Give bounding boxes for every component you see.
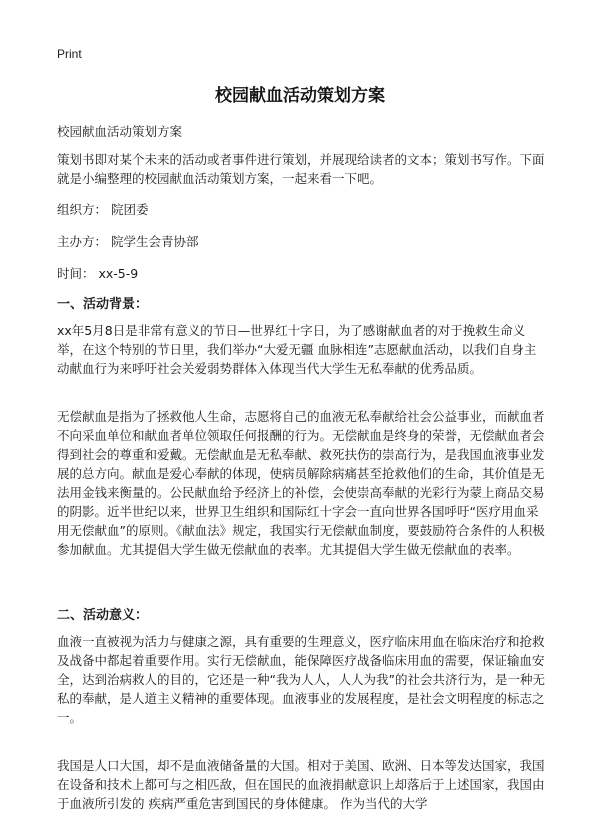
significance-paragraph-2: 我国是人口大国，却不是血液储备量的大国。相对于美国、欧洲、日本等发达国家，我国在设备和技术上都可与之相匹敌，但在国民的血液捐献意识上却落后于上述国家，我国由于血液所引发的 疾病严重危害到国民的身体健康。 作为当代的大学 [57,758,545,811]
background-paragraph-2: 无偿献血是指为了拯救他人生命，志愿将自己的血液无私奉献给社会公益事业，而献血者不向采血单位和献血者单位领取任何报酬的行为。无偿献血是终身的荣誉，无偿献血者会得到社会的尊重和爱戴。无偿献血是无私奉献、救死扶伤的崇高行为，是我国血液事业发展的总方向。献血是爱心奉献的体现，使病员解除病痛甚至抢救他们的生命，其价值是无法用金钱来衡量的。公民献血给予经济上的补偿，会使崇高奉献的光彩行为蒙上商品交易的阴影。近半世纪以来，世界卫生组织和国际红十字会一直向世界各国呼吁“医疗用血采用无偿献血”的原则。《献血法》规定，我国实行无偿献血制度，要鼓励符合条件的人积极参加献血。尤其提倡大学生做无偿献血的表率。尤其提倡大学生做无偿献血的表率。 [57,409,545,557]
intro-paragraph: 策划书即对某个未来的活动或者事件进行策划，并展现给读者的文本；策划书写作。下面就是小编整理的校园献血活动策划方案，一起来看一下吧。 [57,152,545,186]
section-heading-significance: 二、活动意义： [57,608,149,623]
meta-host: 主办方： 院学生会青协部 [57,234,199,249]
document-title: 校园献血活动策划方案 [215,86,385,106]
background-paragraph-1: xx年5月8日是非常有意义的节日—世界红十字日，为了感谢献血者的对于挽救生命义举，在这个特别的节日里，我们举办“大爱无疆 血脉相连”志愿献血活动，以我们自身主动献血行为来呼吁社会关爱弱势群体入体现当代大学生无私奉献的优秀品质。 [57,323,537,376]
section-heading-background: 一、活动背景： [57,297,149,312]
document-subtitle: 校园献血活动策划方案 [57,124,183,139]
significance-paragraph-1: 血液一直被视为活力与健康之源，具有重要的生理意义，医疗临床用血在临床治疗和抢救及战备中都起着重要作用。实行无偿献血，能保障医疗战备临床用血的需要，保证输血安全，达到治病救人的目的，它还是一种“我为人人，人人为我”的社会共济行为，是一种无私的奉献，是人道主义精神的重要体现。血液事业的发展程度，是社会文明程度的标志之一。 [57,634,545,725]
print-link[interactable]: Print [57,47,82,61]
meta-organizer: 组织方： 院团委 [57,202,149,217]
meta-time: 时间： xx-5-9 [57,266,139,281]
